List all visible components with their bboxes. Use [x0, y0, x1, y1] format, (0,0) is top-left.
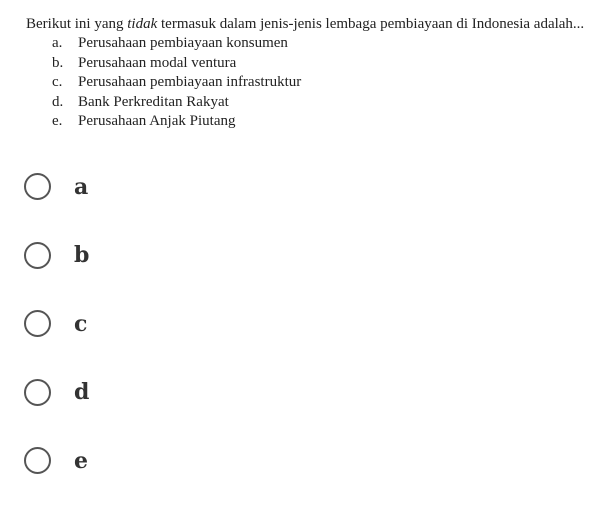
answer-options	[22, 168, 322, 511]
answer-option-label: b	[74, 242, 90, 268]
radio-button-d[interactable]	[24, 379, 51, 406]
answer-option-e[interactable]	[22, 442, 322, 479]
answer-option-c[interactable]	[22, 305, 322, 342]
answer-option-label: c	[74, 310, 88, 337]
question-choice-text: Perusahaan pembiayaan konsumen	[78, 35, 288, 51]
question-choice	[52, 73, 596, 93]
question-choice-text: Bank Perkreditan Rakyat	[78, 93, 229, 110]
answer-option-label: d	[74, 379, 90, 405]
question-choice-text: Perusahaan Anjak Piutang	[78, 113, 236, 129]
radio-button-c[interactable]	[24, 310, 51, 337]
radio-button-a[interactable]	[24, 173, 51, 200]
question-choice	[52, 54, 596, 74]
question-choice	[52, 34, 596, 54]
question-choices-list	[26, 34, 596, 132]
question-choice	[52, 93, 596, 113]
radio-button-e[interactable]	[24, 447, 51, 474]
question-choice	[52, 112, 596, 132]
question-choice-letter: d.	[52, 93, 64, 110]
question-choice-letter: b.	[52, 54, 64, 71]
radio-button-b[interactable]	[24, 242, 51, 269]
question-text-start: Berikut ini yang	[26, 16, 128, 32]
question-choice-letter: a.	[52, 35, 63, 51]
answer-option-a[interactable]	[22, 168, 322, 205]
question-choice-letter: e.	[52, 113, 63, 129]
question-text	[26, 14, 596, 34]
answer-option-d[interactable]	[22, 374, 322, 411]
question-choice-letter: c.	[52, 74, 63, 90]
answer-option-label: a	[74, 173, 89, 200]
question-choice-text: Perusahaan modal ventura	[78, 54, 237, 71]
question-choice-text: Perusahaan pembiayaan infrastruktur	[78, 74, 302, 90]
question-emphasis: tidak	[127, 16, 158, 32]
answer-option-label: e	[74, 447, 88, 474]
question-block	[26, 14, 596, 132]
answer-option-b[interactable]	[22, 237, 322, 274]
question-text-end: termasuk dalam jenis-jenis lembaga pembiayaan di Indonesia adalah...	[157, 16, 585, 32]
